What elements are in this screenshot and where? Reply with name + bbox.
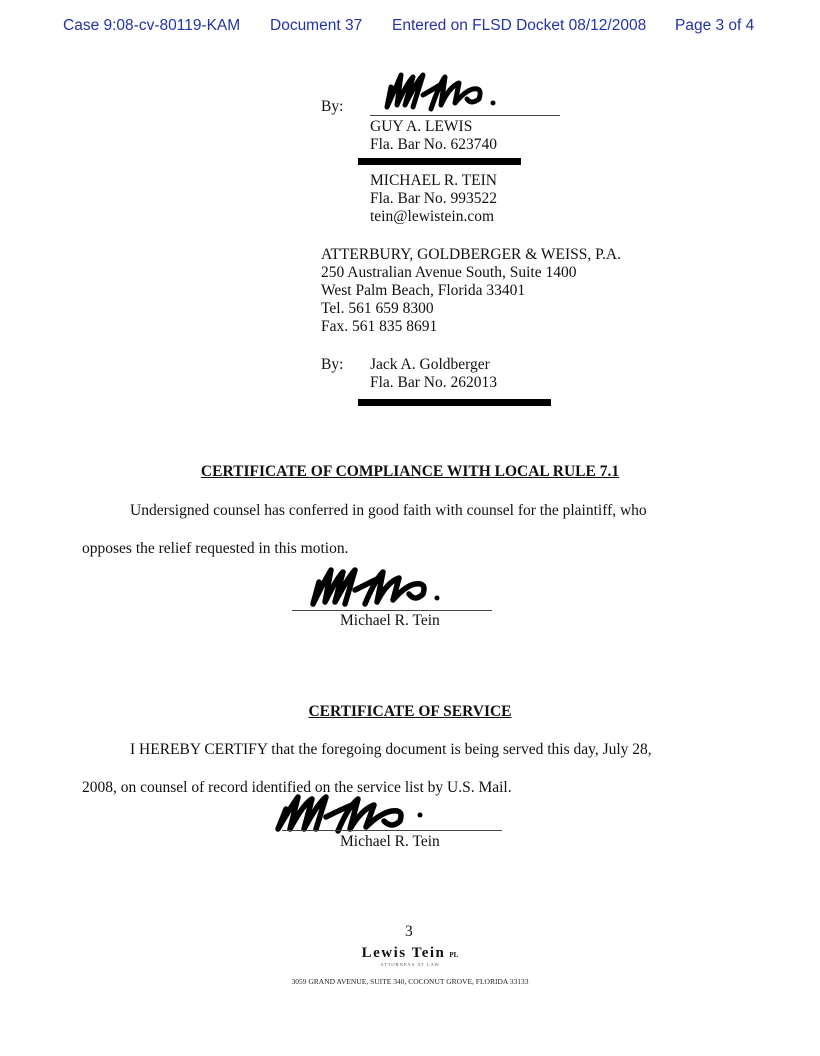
bar-number-2: Fla. Bar No. 993522 xyxy=(370,190,498,207)
service-text-line-1: I HEREBY CERTIFY that the foregoing document is being served this day, July 28, xyxy=(130,741,652,758)
docket-entry: Entered on FLSD Docket 08/12/2008 xyxy=(392,17,647,34)
attorney-name-1: GUY A. LEWIS xyxy=(370,118,473,135)
bar-number-3: Fla. Bar No. 262013 xyxy=(370,374,498,391)
footer-logo-name: Lewis Tein xyxy=(361,945,446,961)
firm-name: ATTERBURY, GOLDBERGER & WEISS, P.A. xyxy=(321,246,621,263)
signature-image-3 xyxy=(270,785,445,835)
compliance-text-line-2: opposes the relief requested in this motion. xyxy=(82,540,349,557)
firm-fax: Fax. 561 835 8691 xyxy=(321,318,438,335)
bar-number-1: Fla. Bar No. 623740 xyxy=(370,136,498,153)
firm-tel: Tel. 561 659 8300 xyxy=(321,300,434,317)
service-signer: Michael R. Tein xyxy=(340,833,440,850)
signature-line-3 xyxy=(282,830,502,831)
attorney-email-2: tein@lewistein.com xyxy=(370,208,495,225)
attorney-name-3: Jack A. Goldberger xyxy=(370,356,490,373)
footer-logo-suffix: PL xyxy=(449,951,459,959)
case-number: Case 9:08-cv-80119-KAM xyxy=(63,17,241,34)
compliance-text-line-1: Undersigned counsel has conferred in good faith with counsel for the plaintiff, who xyxy=(130,502,647,519)
service-heading: CERTIFICATE OF SERVICE xyxy=(308,703,512,720)
document-number: Document 37 xyxy=(270,17,363,34)
service-text-line-2: 2008, on counsel of record identified on the service list by U.S. Mail. xyxy=(82,779,512,796)
signature-line-2 xyxy=(292,610,492,611)
firm-address-2: West Palm Beach, Florida 33401 xyxy=(321,282,526,299)
compliance-heading: CERTIFICATE OF COMPLIANCE WITH LOCAL RULE 7.1 xyxy=(200,463,620,480)
attorney-name-2: MICHAEL R. TEIN xyxy=(370,172,498,189)
redaction-bar-2 xyxy=(358,399,551,406)
footer-address: 3059 GRAND AVENUE, SUITE 340, COCONUT GROVE, FLORIDA 33133 xyxy=(291,977,529,986)
footer-logo-tagline: ATTORNEYS AT LAW xyxy=(380,962,440,967)
footer-logo xyxy=(0,944,820,962)
signature-image-2 xyxy=(305,560,465,610)
by-label-1: By: xyxy=(321,98,344,115)
redaction-bar-1 xyxy=(358,158,521,165)
signature-image-1 xyxy=(383,65,508,115)
compliance-signer: Michael R. Tein xyxy=(340,612,440,629)
page-number: 3 xyxy=(405,923,413,940)
firm-address-1: 250 Australian Avenue South, Suite 1400 xyxy=(321,264,577,281)
signature-line-1 xyxy=(370,115,560,116)
page-indicator: Page 3 of 4 xyxy=(675,17,755,34)
by-label-2: By: xyxy=(321,356,344,373)
